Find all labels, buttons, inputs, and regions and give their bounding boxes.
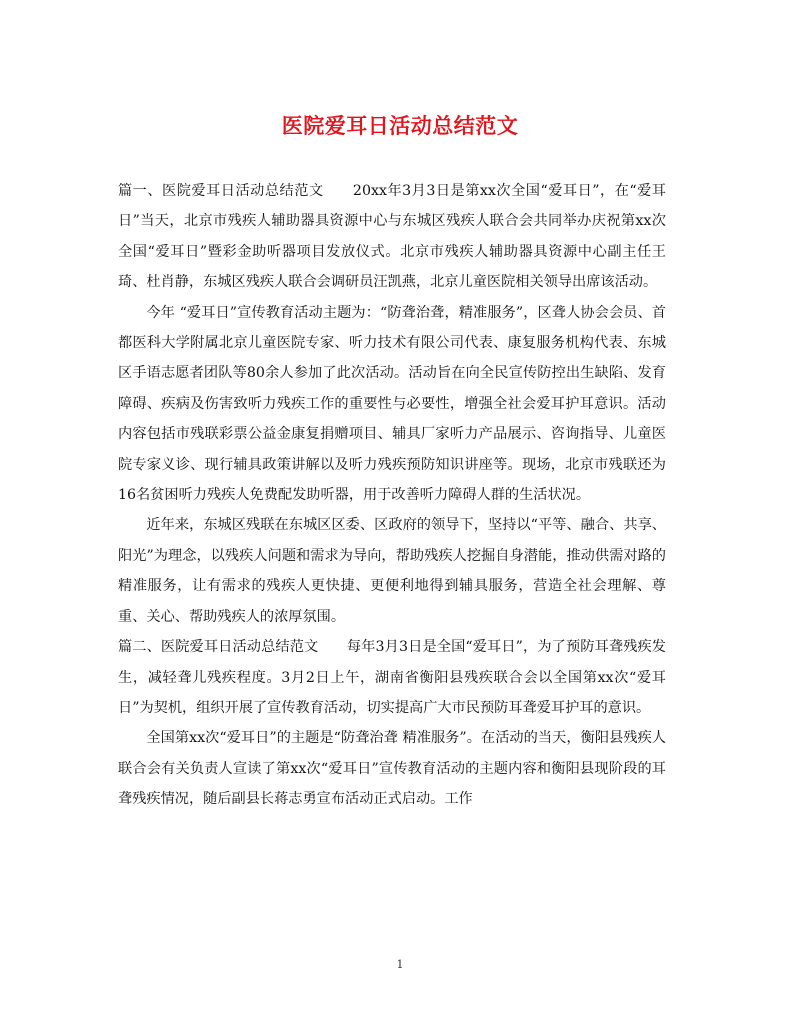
paragraph-recent-years: 近年来，东城区残联在东城区区委、区政府的领导下，坚持以“平等、融合、共享、阳光”为理念，以残疾人问题和需求为导向，帮助残疾人挖掘自身潜能，推动供需对路的精准服务，让有需求的残疾人更快捷、更便利地得到辅具服务，营造全社会理解、尊重、关心、帮助残疾人的浓厚氛围。 [118,517,666,625]
paragraph-national-theme: 全国第xx次“爱耳日”的主题是“防聋治聋 精准服务”。在活动的当天，衡阳县残疾人联合会有关负责人宣读了第xx次“爱耳日”宣传教育活动的主题内容和衡阳县现阶段的耳聋残疾情况，随后副县长蒋志勇宣布活动正式启动。工作 [118,730,666,808]
page-number: 1 [396,958,404,971]
paragraph-section-two-intro: 篇二、医院爱耳日活动总结范文 每年3月3日是全国“爱耳日”，为了预防耳聋残疾发生，减轻聋儿残疾程度。3月2日上午，湖南省衡阳县残疾联合会以全国第xx次“爱耳日”为契机，组织开展了宣传教育活动，切实提高广大市民预防耳聋爱耳护耳的意识。 [118,639,666,716]
document-body [118,176,666,815]
paragraph-theme: 今年 “爱耳日”宣传教育活动主题为：“防聋治聋，精准服务”，区聋人协会会员、首都医科大学附属北京儿童医院专家、听力技术有限公司代表、康复服务机构代表、东城区手语志愿者团队等80余人参加了此次活动。活动旨在向全民宣传防控出生缺陷、发育障碍、疾病及伤害致听力残疾工作的重要性与必要性，增强全社会爱耳护耳意识。活动内容包括市残联彩票公益金康复捐赠项目、辅具厂家听力产品展示、咨询指导、儿童医院专家义诊、现行辅具政策讲解以及听力残疾预防知识讲座等。现场，北京市残联还为16名贫困听力残疾人免费配发助听器，用于改善听力障碍人群的生活状况。 [118,304,666,504]
document-title: 医院爱耳日活动总结范文 [281,113,519,138]
paragraph-section-one-intro: 篇一、医院爱耳日活动总结范文 20xx年3月3日是第xx次全国“爱耳日”，在“爱耳日”当天，北京市残疾人辅助器具资源中心与东城区残疾人联合会共同举办庆祝第xx次全国“爱耳日”暨彩金助听器项目发放仪式。北京市残疾人辅助器具资源中心副主任王琦、杜肖静，东城区残疾人联合会调研员汪凯燕，北京儿童医院相关领导出席该活动。 [118,183,666,291]
